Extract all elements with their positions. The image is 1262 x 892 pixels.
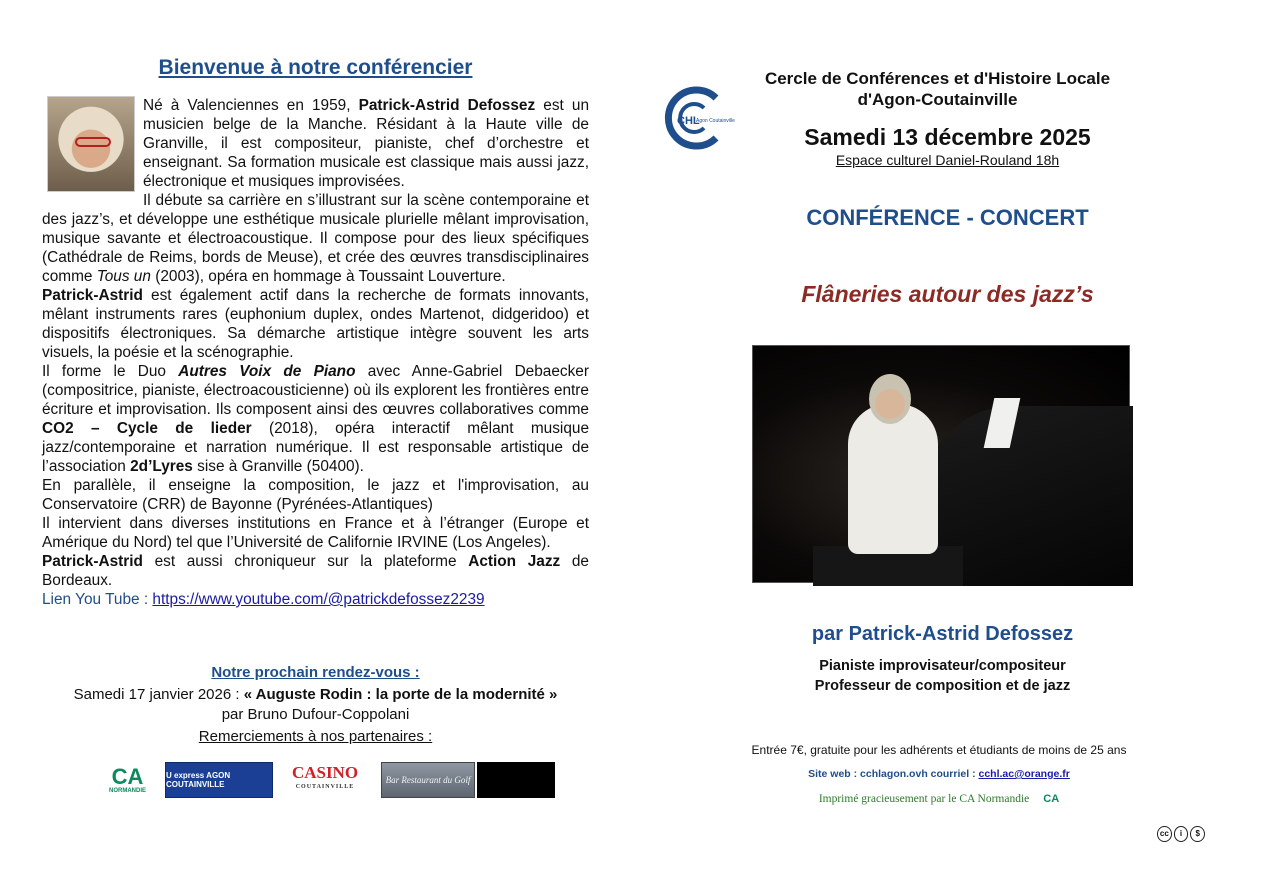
- bio-text: Il débute sa carrière en s’illustrant sur la scène contemporaine et des jazz’s, et développe une esthétique musicale plurielle mêlant improvisation, musique savante et électroacoustique. Il compose pour des lieux spécifiques (Cathédrale de Reims, bords de Meuse), et crée des œuvres transdisciplinaires comme: [42, 192, 589, 285]
- next-event-speaker: par Bruno Dufour-Coppolani: [221, 706, 410, 723]
- email-link[interactable]: cchl.ac@orange.fr: [978, 768, 1070, 780]
- speaker-name: Patrick-Astrid: [42, 553, 143, 570]
- bio-paragraph-7: [42, 552, 589, 590]
- casino-text: CASINO: [291, 763, 359, 782]
- partners-heading: Remerciements à nos partenaires :: [198, 728, 433, 745]
- cchl-logo: [656, 86, 735, 150]
- event-type: CONFÉRENCE - CONCERT: [806, 205, 1089, 230]
- bio-paragraph-3: [42, 286, 589, 362]
- bio-text: avec Anne-Gabriel Debaecker (compositrice, pianiste, électroacousticienne) où ils explorent les frontières entre écriture et improvisation. Ils composent ainsi des œuvres collaboratives comme: [42, 363, 589, 418]
- event-date: Samedi 13 décembre 2025: [804, 124, 1091, 150]
- performer-name: par Patrick-Astrid Defossez: [811, 623, 1074, 645]
- speaker-bio: [42, 96, 589, 609]
- bio-paragraph-4: [42, 362, 589, 476]
- u-express-logo: U express AGON COUTAINVILLE: [165, 762, 273, 798]
- speaker-column: [42, 56, 589, 609]
- bio-text: est aussi chroniqueur sur la plateforme: [142, 553, 469, 570]
- next-event-title: Notre prochain rendez-vous :: [211, 664, 420, 681]
- printed-by: [730, 793, 1148, 805]
- bio-text: est un musicien belge de la Manche. Résidant à la Haute ville de Granville, il est compositeur, pianiste, chef d’orchestre et enseignant. Sa formation musicale est classique mais aussi jazz, électronique et musiques improvisées.: [143, 97, 589, 190]
- next-event-date: Samedi 17 janvier 2026 :: [73, 686, 244, 703]
- bio-paragraph-6: Il intervient dans diverses institutions en France et à l’étranger (Europe et Amérique du Nord) tel que l’Université de Californie IRVINE (Los Angeles).: [42, 515, 589, 551]
- next-event-line: [42, 685, 589, 705]
- pianist-body-shape: [848, 404, 938, 554]
- youtube-link-label: Lien You Tube :: [42, 591, 153, 608]
- website-label: Site web : cchlagon.ovh courriel :: [808, 768, 979, 780]
- logo-text: Agon Coutainville: [696, 118, 735, 124]
- casino-subtext: COUTAINVILLE: [295, 784, 355, 790]
- event-title: Flâneries autour des jazz’s: [801, 281, 1094, 307]
- association-name: 2d’Lyres: [130, 458, 193, 475]
- next-event: [42, 663, 589, 747]
- youtube-link-line: [42, 590, 589, 609]
- bio-text: (2018), opéra interactif mêlant musique jazz/contemporaine et narration numérique. Il est responsable artistique de l’association: [42, 420, 590, 475]
- bio-paragraph-5: En parallèle, il enseigne la composition, le jazz et l'improvisation, au Conservatoire (CRR) de Bayonne (Pyrénées-Atlantiques): [42, 477, 589, 513]
- speaker-name: Patrick-Astrid Defossez: [358, 97, 536, 114]
- golf-restaurant-logo: Bar Restaurant du Golf: [381, 762, 475, 798]
- performer-roles: [740, 656, 1145, 696]
- work-title: Tous un: [96, 268, 151, 285]
- creative-commons-badge: [1157, 826, 1205, 841]
- bio-text: Né à Valenciennes en 1959,: [143, 97, 359, 114]
- speaker-name: Patrick-Astrid: [42, 287, 143, 304]
- ca-small-logo: CA: [1043, 793, 1060, 805]
- pianist-photo: [752, 345, 1130, 583]
- bio-paragraph-2: [42, 191, 589, 286]
- ca-mark: CA: [111, 764, 144, 789]
- bio-text: est également actif dans la recherche de formats innovants, mêlant instruments rares (euphonium duplex, ondes Martenot, didgeridoo) et dispositifs électroniques. Sa démarche artistique intègre souvent les arts visuels, la poésie et la scénographie.: [42, 287, 589, 361]
- logo-letters: CHL: [677, 115, 700, 127]
- nc-icon: $: [1190, 826, 1205, 842]
- credit-agricole-logo: [100, 762, 155, 798]
- entry-fee: Entrée 7€, gratuite pour les adhérents et étudiants de moins de 25 ans: [751, 743, 1127, 757]
- organization-name: Cercle de Conférences et d'Histoire Locale d'Agon-Coutainville: [764, 69, 1111, 109]
- performer-role-2: Professeur de composition et de jazz: [814, 678, 1071, 694]
- platform-name: Action Jazz: [468, 553, 561, 570]
- ca-text: NORMANDIE: [109, 788, 146, 794]
- next-event-talk: « Auguste Rodin : la porte de la modernité »: [243, 686, 558, 703]
- event-venue: Espace culturel Daniel-Rouland 18h: [835, 152, 1060, 168]
- welcome-title: Bienvenue à notre conférencier: [158, 56, 473, 79]
- by-icon: i: [1174, 826, 1189, 842]
- duo-name: Autres Voix de Piano: [178, 363, 356, 380]
- cc-icon: cc: [1157, 826, 1172, 842]
- glasses-icon: [75, 137, 111, 147]
- youtube-link[interactable]: https://www.youtube.com/@patrickdefossez2239: [152, 591, 485, 608]
- performer-role-1: Pianiste improvisateur/compositeur: [819, 658, 1066, 674]
- partner-logo-dark: [477, 762, 555, 798]
- printed-by-text: Imprimé gracieusement par le CA Normandie: [818, 793, 1030, 805]
- work-title: CO2 – Cycle de lieder: [42, 420, 252, 437]
- casino-logo: [275, 762, 375, 798]
- bio-text: sise à Granville (50400).: [192, 458, 364, 475]
- contact-line: [730, 768, 1148, 780]
- bio-text: (2003), opéra en hommage à Toussaint Louverture.: [150, 268, 506, 285]
- speaker-portrait: [47, 96, 135, 192]
- bio-text: Il forme le Duo: [42, 363, 179, 380]
- bio-text: de Bordeaux.: [42, 553, 589, 589]
- pianist-head-shape: [869, 374, 911, 424]
